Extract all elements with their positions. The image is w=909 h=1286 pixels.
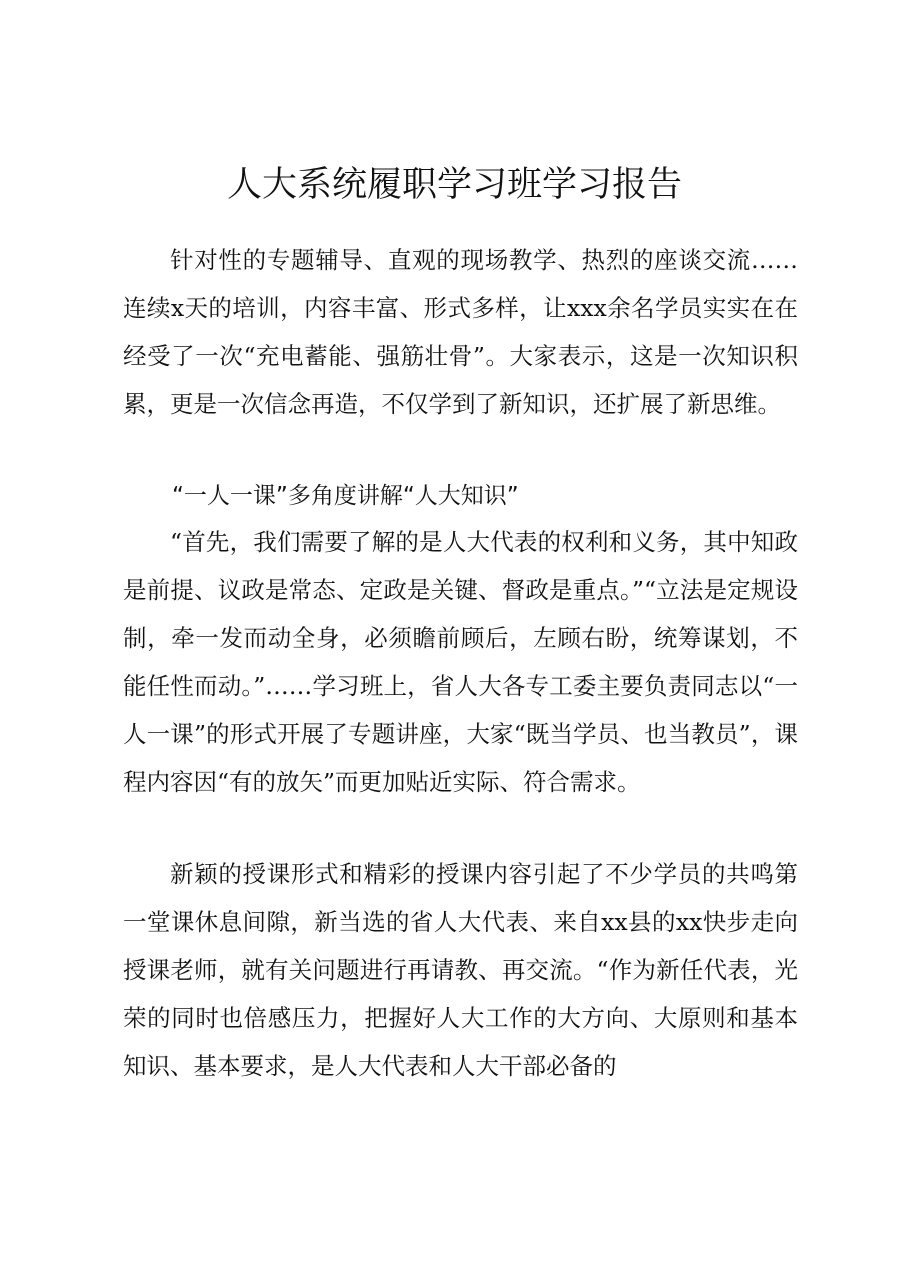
section-heading: “一人一课”多角度讲解“人大知识” (172, 483, 519, 509)
paragraph-lectures: “首先，我们需要了解的是人大代表的权利和义务，其中知政是前提、议政是常态、定政是关键、督政是重点。”“立法是定规设制，牵一发而动全身，必须瞻前顾后，左顾右盼，统筹谋划，不能任性而动。”……学习班上，省人大各专工委主要负责同志以“一人一课”的形式开展了专题讲座，大家“既当学员、也当教员”，课程内容因“有的放矢”而更加贴近实际、符合需求。 (123, 528, 798, 796)
paragraph-intro: 针对性的专题辅导、直观的现场教学、热烈的座谈交流……连续x天的培训，内容丰富、形式多样，让xxx余名学员实实在在经受了一次“充电蓄能、强筋壮骨”。大家表示，这是一次知识积累，更是一次信念再造，不仅学到了新知识，还扩展了新思维。 (123, 246, 798, 418)
document-title: 人大系统履职学习班学习报告 (226, 165, 682, 205)
paragraph-resonance: 新颖的授课形式和精彩的授课内容引起了不少学员的共鸣第一堂课休息间隙，新当选的省人大代表、来自xx县的xx快步走向授课老师，就有关问题进行再请教、再交流。“作为新任代表，光荣的同时也倍感压力，把握好人大工作的大方向、大原则和基本知识、基本要求，是人大代表和人大干部必备的 (123, 860, 798, 1080)
